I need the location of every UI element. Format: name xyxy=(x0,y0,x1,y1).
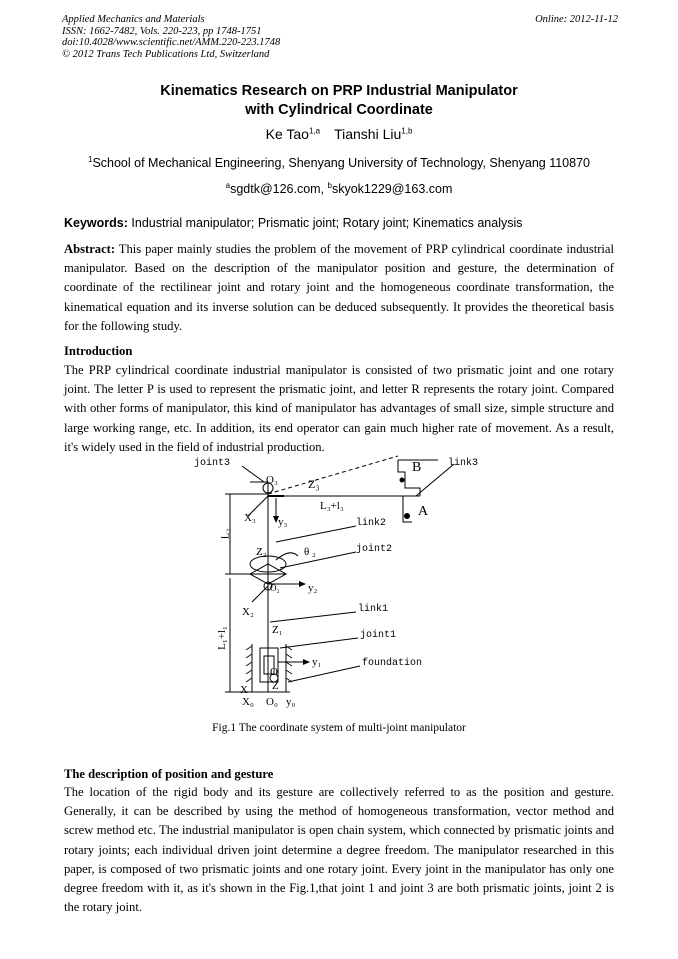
label-l3-l3: L₃+l₃ xyxy=(320,500,344,512)
label-x2: X₂ xyxy=(242,606,254,618)
label-y1: y₁ xyxy=(312,656,322,668)
label-y2: y₂ xyxy=(308,582,318,594)
label-link2: link2 xyxy=(356,518,387,529)
label-y3: y₃ xyxy=(278,516,288,528)
introduction-heading: Introduction xyxy=(64,344,133,358)
leader-joint1 xyxy=(280,638,358,648)
email-line xyxy=(0,181,678,196)
section-text: The location of the rigid body and its gesture are collectively referred to as the position and gesture. Generally, it can be described by using the method of homogeneous transformation, vector method and screw method etc. The industrial manipulator is open chain system, which connected by prismatic joints and rotary joints; each individual driven joint determine a degree freedom. The manipulator researched in this paper, is composed of two prismatic joints and one rotary joint. Every joint in the manipulator has only one degree freedom with it, as it's shown in the Fig.1,that joint 1 and joint 3 are both prismatic joints, joint 2 is the rotary joint. xyxy=(64,785,614,915)
label-z0: Z xyxy=(272,680,279,692)
leader-joint3 xyxy=(242,466,264,482)
online-date: Online: 2012-11-12 xyxy=(535,14,618,25)
manipulator-diagram xyxy=(180,452,480,710)
journal-name: Applied Mechanics and Materials xyxy=(62,14,205,25)
label-l1-l1: L₁+l₁ xyxy=(215,626,228,650)
leader-link1 xyxy=(270,612,356,622)
label-theta2: θ ₂ xyxy=(304,546,316,558)
label-o3: O₃ xyxy=(266,474,278,486)
affiliation-text: School of Mechanical Engineering, Shenyang University of Technology, Shenyang 110870 xyxy=(92,156,590,171)
keywords-text: Industrial manipulator; Prismatic joint; Rotary joint; Kinematics analysis xyxy=(131,216,523,230)
figure-caption: Fig.1 The coordinate system of multi-joint manipulator xyxy=(212,722,466,734)
author-superscript: 1,a xyxy=(308,126,321,136)
label-a: A xyxy=(418,504,429,519)
keywords xyxy=(64,216,616,230)
email-superscript: a xyxy=(225,181,231,190)
journal-copyright: © 2012 Trans Tech Publications Ltd, Switzerland xyxy=(62,48,270,60)
label-z3: Z₃ xyxy=(308,477,320,491)
abstract-text: This paper mainly studies the problem of the movement of PRP cylindrical coordinate industrial manipulator. Based on the description of the manipulator position and gesture, the determination of coordinate of the rectilinear joint and rotary joint and the homogeneous coordinate transformation, the kinematical equation and its inverse solution can be deduced subsequently. It provides the theoretical basis for the following study. xyxy=(64,242,614,333)
affiliation-superscript: 1 xyxy=(87,155,93,164)
label-joint1: joint1 xyxy=(360,630,397,641)
label-y0: y₀ xyxy=(286,696,296,708)
label-x3: X₃ xyxy=(244,512,256,524)
label-b: B xyxy=(412,460,422,475)
keywords-label: Keywords: xyxy=(64,216,128,230)
label-link1: link1 xyxy=(358,604,389,615)
label-link3: link3 xyxy=(448,458,479,469)
label-o2: O₂ xyxy=(270,583,280,593)
dashed-line xyxy=(268,456,398,494)
journal-issn: ISSN: 1662-7482, Vols. 220-223, pp 1748-1751 xyxy=(62,25,262,37)
label-o1: O xyxy=(270,666,278,678)
label-z1: Z₁ xyxy=(272,624,283,636)
figure-1 xyxy=(180,452,480,710)
label-foundation: foundation xyxy=(362,658,423,669)
author-name: Tianshi Liu xyxy=(334,126,402,142)
leader-foundation xyxy=(288,666,360,682)
title-line-2: with Cylindrical Coordinate xyxy=(245,102,433,118)
author-name: Ke Tao xyxy=(265,126,309,142)
journal-header xyxy=(62,14,618,60)
label-l2: L₂ xyxy=(219,528,232,540)
author-list xyxy=(0,126,678,142)
label-o0: O₀ xyxy=(266,696,278,708)
abstract-label: Abstract: xyxy=(64,242,116,256)
email-address: skyok1229@163.com xyxy=(331,182,453,197)
label-joint2: joint2 xyxy=(356,544,393,555)
label-joint3: joint3 xyxy=(194,458,231,469)
title-line-1: Kinematics Research on PRP Industrial Manipulator xyxy=(160,83,518,99)
email-address: sgdtk@126.com, xyxy=(230,182,325,197)
label-x1: X xyxy=(240,684,248,696)
email-superscript: b xyxy=(327,181,332,190)
label-x0: X₀ xyxy=(242,696,254,708)
label-z2: Z₂ xyxy=(256,546,267,558)
journal-doi: doi:10.4028/www.scientific.net/AMM.220-223.1748 xyxy=(62,37,281,48)
paper-title xyxy=(0,82,678,120)
affiliation xyxy=(0,155,678,170)
introduction-text: The PRP cylindrical coordinate industrial manipulator is consisted of two prismatic joint and one rotary joint. The letter P is used to represent the prismatic joint, and letter R represents the rotary joint. Compared with other forms of manipulator, this kind of manipulator has advantages of small size, simple structure and large working range, etc. In addition, its end operator can gain much higher rate of movement. As a result, it's widely used in the field of industrial production. xyxy=(64,363,614,454)
abstract xyxy=(64,240,614,336)
leader-link2 xyxy=(276,526,356,542)
leader-joint2 xyxy=(280,552,356,568)
author-superscript: 1,b xyxy=(401,126,413,136)
section-heading: The description of position and gesture xyxy=(64,767,274,781)
